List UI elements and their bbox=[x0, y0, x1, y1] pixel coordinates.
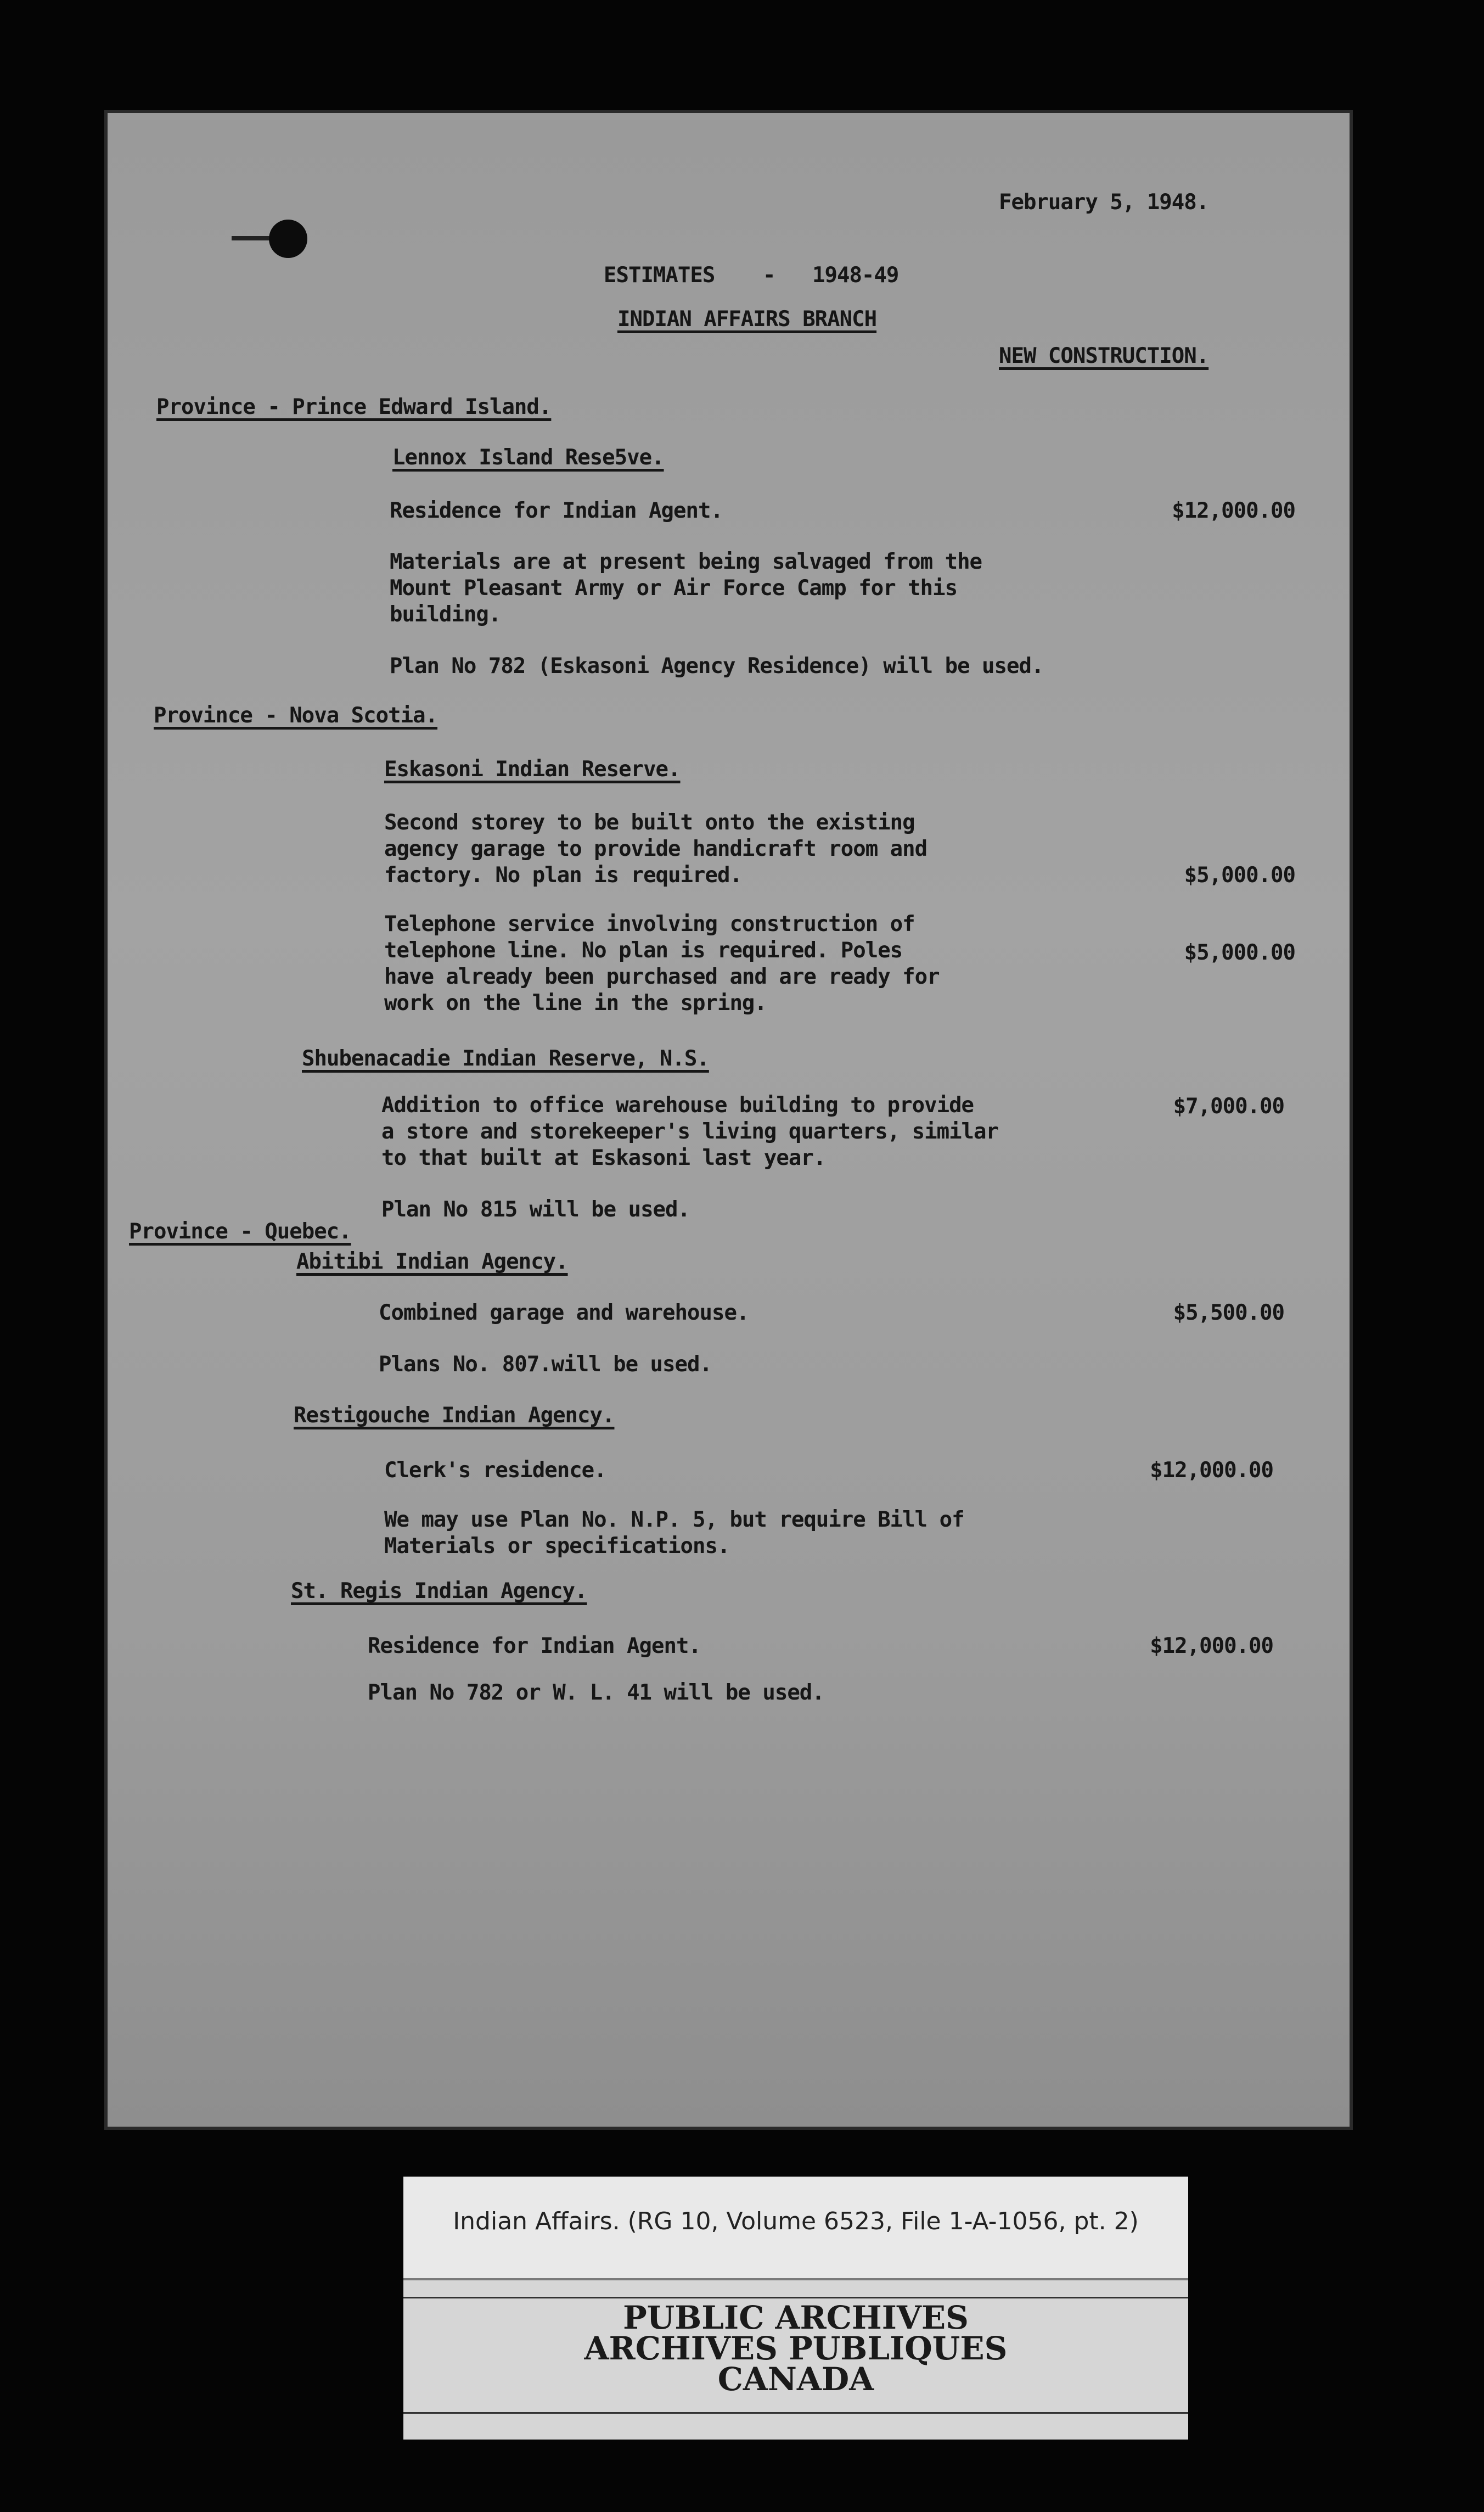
amount-eskasoni-storey: $5,000.00 bbox=[1184, 863, 1295, 888]
archive-line: PUBLIC ARCHIVES bbox=[623, 2299, 969, 2336]
amount-eskasoni-telephone: $5,000.00 bbox=[1184, 940, 1295, 965]
document-date: February 5, 1948. bbox=[999, 190, 1209, 215]
reserve-heading-shubenacadie: Shubenacadie Indian Reserve, N.S. bbox=[302, 1046, 709, 1071]
title-year: 1948-49 bbox=[812, 263, 899, 288]
note-line: We may use Plan No. N.P. 5, but require Bill of bbox=[384, 1507, 964, 1532]
province-heading-ns: Province - Nova Scotia. bbox=[154, 703, 438, 728]
item-line: Addition to office warehouse building to provide bbox=[381, 1093, 974, 1118]
item-eskasoni-storey bbox=[384, 810, 927, 889]
item-line: to that built at Eskasoni last year. bbox=[381, 1146, 826, 1170]
branch-title: INDIAN AFFAIRS BRANCH bbox=[617, 307, 877, 332]
label-rule bbox=[403, 2412, 1188, 2414]
item-stregis-residence: Residence for Indian Agent. bbox=[368, 1634, 701, 1658]
archive-line: ARCHIVES PUBLIQUES bbox=[584, 2330, 1008, 2367]
note-lennox bbox=[390, 549, 982, 628]
amount-stregis: $12,000.00 bbox=[1150, 1634, 1273, 1658]
item-line: work on the line in the spring. bbox=[384, 991, 767, 1016]
amount-lennox: $12,000.00 bbox=[1172, 498, 1295, 523]
archive-reference: Indian Affairs. (RG 10, Volume 6523, File 1-A-1056, pt. 2) bbox=[453, 2207, 1139, 2235]
item-line: factory. No plan is required. bbox=[384, 863, 742, 888]
item-line: have already been purchased and are ready for bbox=[384, 965, 940, 989]
title-dash: - bbox=[763, 263, 775, 288]
archive-name bbox=[403, 2299, 1188, 2398]
item-line: a store and storekeeper's living quarters, similar bbox=[381, 1119, 998, 1144]
amount-restigouche: $12,000.00 bbox=[1150, 1458, 1273, 1483]
reserve-heading-lennox: Lennox Island Rese5ve. bbox=[392, 445, 664, 470]
province-heading-quebec: Province - Quebec. bbox=[129, 1219, 351, 1244]
archive-line: CANADA bbox=[717, 2360, 874, 2398]
note-line: Materials or specifications. bbox=[384, 1534, 730, 1558]
plan-shubenacadie: Plan No 815 will be used. bbox=[381, 1197, 690, 1222]
item-lennox-residence: Residence for Indian Agent. bbox=[390, 498, 723, 523]
note-line: building. bbox=[390, 602, 501, 627]
label-rule bbox=[403, 2297, 1188, 2298]
title-estimates: ESTIMATES bbox=[604, 263, 715, 288]
item-line: Second storey to be built onto the existing bbox=[384, 810, 915, 835]
archive-reference-label bbox=[403, 2177, 1188, 2278]
note-line: Materials are at present being salvaged from the bbox=[390, 550, 982, 574]
item-line: agency garage to provide handicraft room and bbox=[384, 837, 928, 861]
agency-heading-restigouche: Restigouche Indian Agency. bbox=[294, 1403, 615, 1428]
item-shubenacadie-addition bbox=[381, 1092, 998, 1171]
item-abitibi-garage: Combined garage and warehouse. bbox=[379, 1300, 749, 1325]
item-line: Telephone service involving construction of bbox=[384, 912, 915, 937]
item-eskasoni-telephone bbox=[384, 911, 940, 1017]
amount-abitibi: $5,500.00 bbox=[1173, 1300, 1284, 1325]
category-title: NEW CONSTRUCTION. bbox=[999, 344, 1209, 368]
province-heading-pei: Province - Prince Edward Island. bbox=[156, 395, 552, 419]
document-page bbox=[104, 110, 1353, 2130]
agency-heading-abitibi: Abitibi Indian Agency. bbox=[296, 1249, 568, 1274]
reserve-heading-eskasoni: Eskasoni Indian Reserve. bbox=[384, 757, 681, 782]
archive-stamp bbox=[403, 2278, 1188, 2440]
item-line: telephone line. No plan is required. Poles bbox=[384, 938, 903, 963]
amount-shubenacadie: $7,000.00 bbox=[1173, 1094, 1284, 1119]
punch-hole bbox=[269, 220, 307, 258]
plan-lennox: Plan No 782 (Eskasoni Agency Residence) will be used. bbox=[390, 654, 1044, 679]
plan-stregis: Plan No 782 or W. L. 41 will be used. bbox=[368, 1680, 824, 1705]
item-restigouche-residence: Clerk's residence. bbox=[384, 1458, 606, 1483]
agency-heading-stregis: St. Regis Indian Agency. bbox=[291, 1579, 587, 1603]
plan-abitibi: Plans No. 807.will be used. bbox=[379, 1352, 712, 1377]
note-restigouche bbox=[384, 1507, 964, 1560]
note-line: Mount Pleasant Army or Air Force Camp for this bbox=[390, 576, 958, 601]
